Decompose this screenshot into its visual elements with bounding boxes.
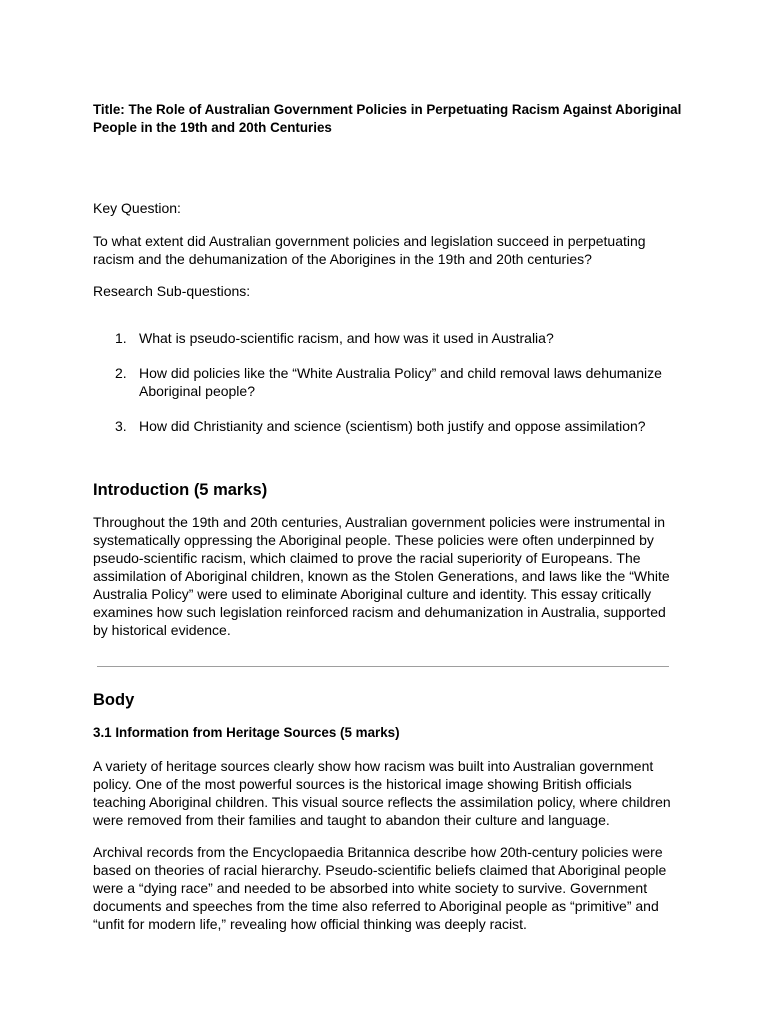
body-paragraph: Archival records from the Encyclopaedia Britannica describe how 20th-century policies were based on theories of racial hierarchy. Pseudo-scientific beliefs claimed that Aboriginal people were a “dying race” and needed to be absorbed into white society to survive. Government documents and speeches from the time also referred to Aboriginal people as “primitive” and “unfit for modern life,” revealing how official thinking was deeply racist. [93,844,667,932]
list-item-number: 3. [115,418,127,434]
introduction-heading: Introduction (5 marks) [93,481,268,499]
body-heading: Body [93,691,135,709]
list-item-number: 2. [115,365,127,381]
list-item-number: 1. [115,330,127,346]
introduction-text: Throughout the 19th and 20th centuries, Australian government policies were instrumental in systematically oppressing the Aboriginal people. These policies were often underpinned by pseudo-scientific racism, which claimed to prove the racial superiority of Europeans. The assimilation of Aboriginal children, known as the Stolen Generations, and laws like the “White Australia Policy” were used to eliminate Aboriginal culture and identity. This essay critically examines how such legislation reinforced racism and dehumanization in Australia, supported by historical evidence. [93,514,670,638]
list-item-text: What is pseudo-scientific racism, and how was it used in Australia? [139,330,554,346]
list-item-text: How did Christianity and science (scientism) both justify and oppose assimilation? [139,418,646,434]
list-item [93,364,683,400]
list-item [93,417,683,435]
key-question-text: To what extent did Australian government policies and legislation succeed in perpetuating racism and the dehumanization of the Aborigines in the 19th and 20th centuries? [93,233,646,267]
list-item [93,329,683,347]
document-title: Title: The Role of Australian Government Policies in Perpetuating Racism Against Aboriginal People in the 19th and 20th Centuries [93,102,682,135]
subquestions-list [93,329,683,435]
section-heading: 3.1 Information from Heritage Sources (5 marks) [93,725,400,740]
list-item-text: How did policies like the “White Australia Policy” and child removal laws dehumanize Aboriginal people? [139,365,662,399]
body-paragraph: A variety of heritage sources clearly show how racism was built into Australian government policy. One of the most powerful sources is the historical image showing British officials teaching Aboriginal children. This visual source reflects the assimilation policy, where children were removed from their families and taught to abandon their culture and language. [93,758,671,828]
document-content [93,101,683,933]
subquestions-label: Research Sub-questions: [93,283,251,299]
key-question-label: Key Question: [93,200,181,216]
